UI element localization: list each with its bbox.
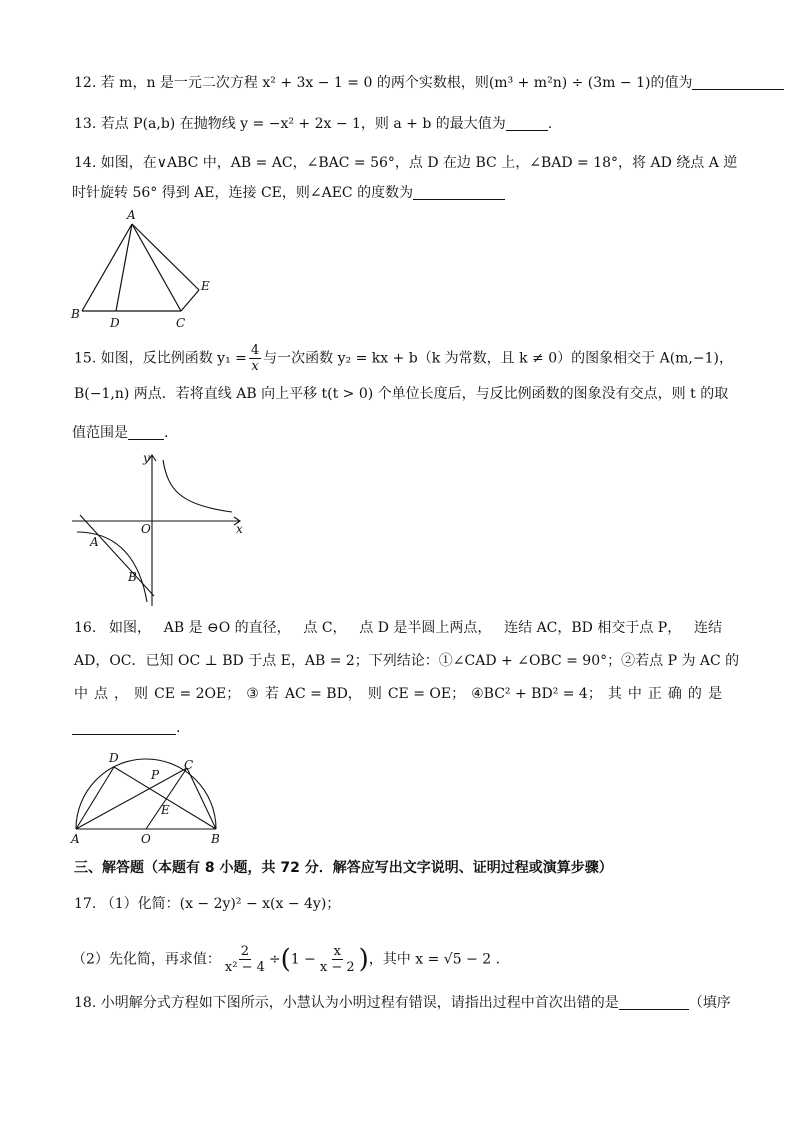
open-paren: ( (280, 944, 291, 975)
text-seg: 连结 AC，BD 相交于点 P， (504, 620, 682, 636)
question-number: 17. (74, 896, 97, 912)
question-17-part1 (74, 894, 724, 914)
question-text: 时针旋转 56° 得到 AE，连接 CE，则∠AEC 的度数为 (72, 185, 414, 201)
question-text: 与一次函数 y₂ = kx + b（k 为常数，且 k ≠ 0）的图象相交于 A(m,−1)， (263, 350, 733, 367)
expression: (m³ + m²n) ÷ (3m − 1) (488, 75, 651, 91)
text-seg: 点 C， (303, 620, 347, 636)
text-seg: ③ (246, 686, 259, 702)
question-text: 小明解分式方程如下图所示，小慧认为小明过程有错误，请指出过程中首次出错的是 (100, 995, 619, 1011)
period: . (164, 425, 169, 441)
text-seg: AC = BD， (284, 686, 362, 702)
question-text: 若 m，n 是一元二次方程 x² + 3x − 1 = 0 的两个实数根，则 (100, 75, 489, 91)
label-E: E (161, 803, 170, 817)
question-number: 12. (74, 75, 97, 91)
label-A: A (90, 535, 99, 549)
label-C: C (184, 758, 194, 772)
label-E: E (201, 279, 210, 293)
text-seg: 连结 (693, 620, 722, 636)
text-seg: 其 (607, 686, 622, 702)
question-text-tail: （填序 (688, 995, 731, 1011)
text-seg: CE = OE； (387, 686, 466, 702)
question-text: 如图，在∨ABC 中，AB = AC，∠BAC = 56°，点 D 在边 BC 上，∠BAD = 18°，将 AD 绕点 A 逆 (100, 155, 738, 171)
period: . (176, 720, 181, 736)
question-number: 13. (74, 116, 97, 132)
text-seg: 中 (74, 686, 88, 702)
label-B: B (211, 832, 220, 846)
label-O: O (141, 522, 151, 536)
question-text: 如图，反比例函数 y₁ = (100, 350, 247, 367)
label-O: O (141, 832, 151, 846)
text-seg: CE = 2OE； (154, 686, 241, 702)
label-A: A (127, 208, 136, 222)
question-number: 16. (74, 620, 97, 636)
question-number: 14. (74, 155, 97, 171)
text-seg: 如图， (108, 620, 151, 636)
text-seg: 正 (647, 686, 662, 702)
text-seg: AB 是 ⊖O 的直径， (163, 620, 291, 636)
question-text: （2）先化简，再求值： (72, 951, 221, 968)
text-seg: 确 (667, 686, 682, 702)
text-seg: 则 (367, 686, 382, 702)
question-text-tail: ，其中 x = √5 − 2 . (368, 951, 501, 968)
label-C: C (176, 316, 186, 330)
label-B: B (71, 307, 80, 321)
question-number: 15. (74, 350, 97, 367)
period: . (547, 116, 553, 132)
text-seg: 则 (134, 686, 149, 702)
fraction-4-over-x: $\frac{4}{x}$ (250, 343, 260, 374)
close-paren: ) (358, 944, 369, 975)
question-text: B(−1,n) 两点．若将直线 AB 向上平移 t(t > 0) 个单位长度后，与反比例函数的图象没有交点，则 t 的取 (74, 386, 729, 402)
text-seg: 的 (687, 686, 702, 702)
text-seg: 点 (94, 686, 109, 702)
question-number: 18. (74, 995, 97, 1011)
label-P: P (151, 768, 160, 782)
label-D: D (109, 751, 119, 765)
answer-blank[interactable] (619, 995, 689, 1010)
text-seg: 若 (264, 686, 279, 702)
text-seg: ， (114, 686, 129, 702)
axis-label-x: x (236, 522, 243, 536)
one-minus: 1 − (290, 951, 316, 968)
question-text: （1）化简：(x − 2y)² − x(x − 4y)； (100, 896, 341, 912)
section-3-heading: 三、解答题（本题有 8 小题，共 72 分．解答应写出文字说明、证明过程或演算步骤） (74, 860, 613, 876)
text-seg: ④BC² + BD² = 4； (471, 686, 602, 702)
question-text: 若点 P(a,b) 在抛物线 y = −x² + 2x − 1，则 a + b 的最大值为 (100, 116, 506, 132)
question-17-part2 (72, 944, 722, 975)
question-text: AD，OC．已知 OC ⊥ BD 于点 E，AB = 2；下列结论：①∠CAD + ∠OBC = 90°；②若点 P 为 AC 的 (74, 653, 740, 669)
fraction-2-over-x2-minus-4: $\frac{2}{\text{x² − 4}}$ (224, 944, 265, 975)
question-18 (74, 993, 731, 1013)
fraction-x-over-x-minus-2: $\frac{x}{x - 2}$ (319, 944, 355, 975)
label-A: A (71, 832, 80, 846)
question-text-tail: 的值为 (650, 75, 693, 91)
question-text: 值范围是 (72, 425, 128, 441)
label-B: B (128, 570, 137, 584)
label-D: D (110, 316, 120, 330)
axis-label-y: y (143, 451, 150, 465)
text-seg: 中 (627, 686, 642, 702)
division-sign: ÷ (268, 951, 281, 968)
text-seg: 是 (707, 686, 722, 702)
text-seg: 点 D 是半圆上两点， (359, 620, 492, 636)
